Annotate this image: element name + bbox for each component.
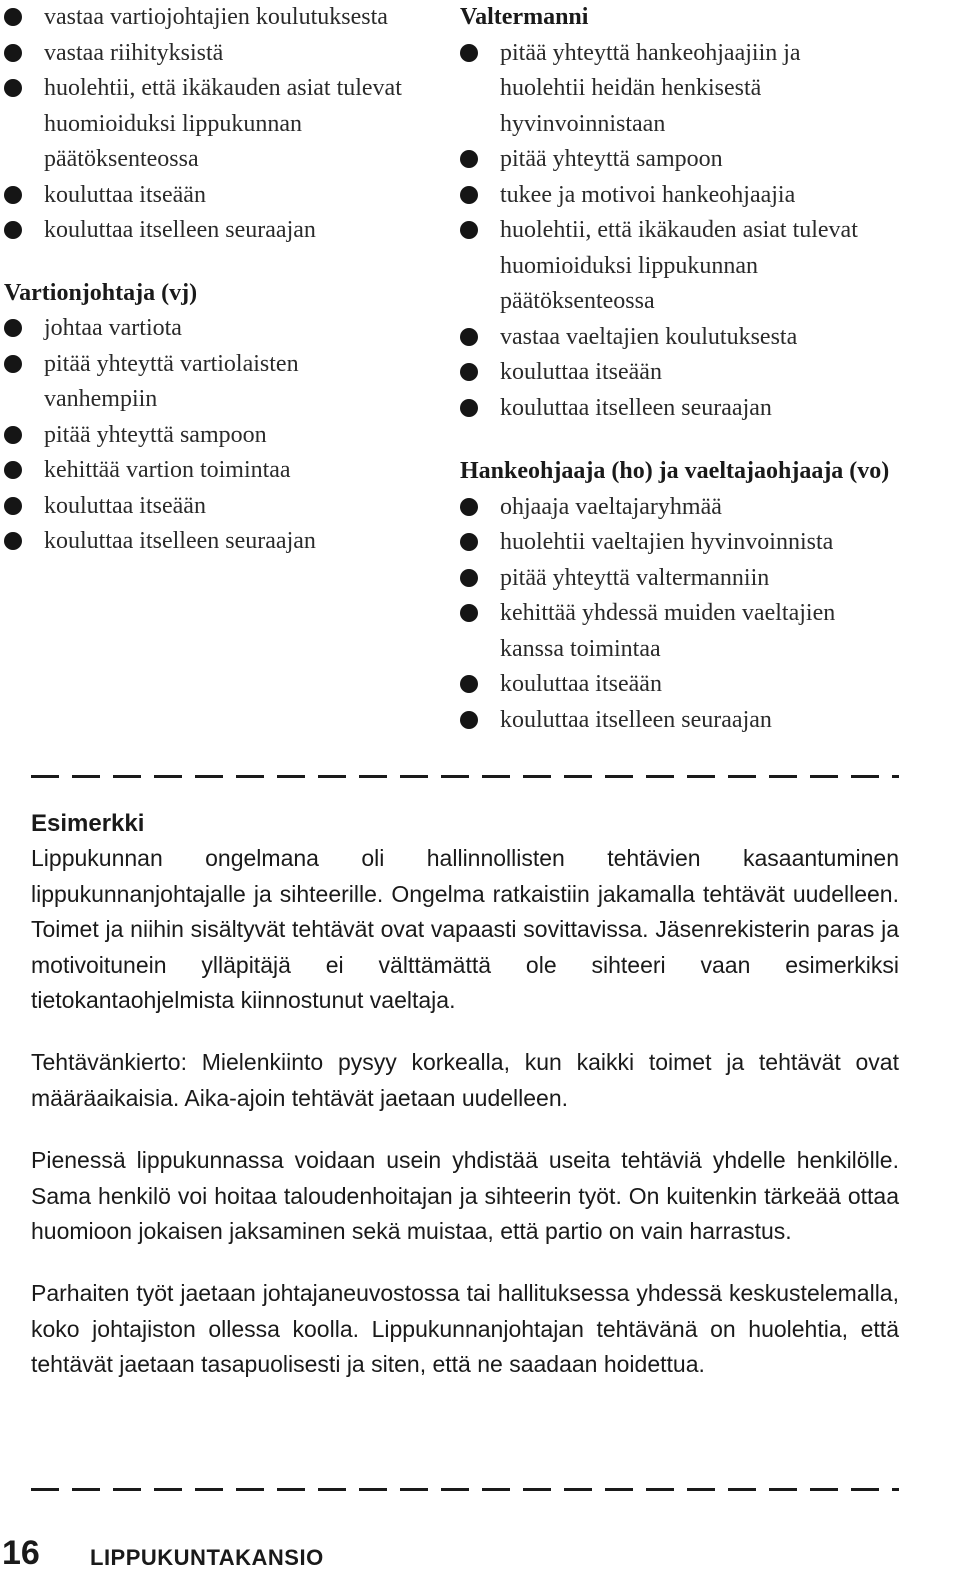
right-column xyxy=(460,0,955,738)
list-item: vastaa riihityksistä xyxy=(4,36,444,72)
bullet-icon xyxy=(460,498,478,516)
bullet-icon xyxy=(460,150,478,168)
left-intro-list xyxy=(4,0,444,249)
bullet-icon xyxy=(460,399,478,417)
list-item: johtaa vartiota xyxy=(4,311,444,347)
bullet-icon xyxy=(460,711,478,729)
list-item: pitää yhteyttä hankeohjaajiin ja huolehtii heidän henkisestä hyvinvoinnistaan xyxy=(460,36,955,143)
list-item: pitää yhteyttä sampoon xyxy=(460,142,955,178)
hankeohjaaja-list xyxy=(460,490,955,739)
example-box xyxy=(31,806,899,1383)
list-item: kouluttaa itseään xyxy=(460,355,955,391)
bullet-icon xyxy=(460,328,478,346)
list-item: kouluttaa itseään xyxy=(4,489,444,525)
list-item: vastaa vaeltajien koulutuksesta xyxy=(460,320,955,356)
valtermanni-list xyxy=(460,36,955,427)
dashed-divider xyxy=(31,775,899,778)
bullet-icon xyxy=(4,186,22,204)
bullet-icon xyxy=(4,461,22,479)
bullet-icon xyxy=(4,221,22,239)
list-item: pitää yhteyttä vartiolaisten vanhempiin xyxy=(4,347,444,418)
section-heading: Hankeohjaaja (ho) ja vaeltajaohjaaja (vo) xyxy=(460,458,890,484)
left-column xyxy=(4,0,444,560)
list-item: kehittää yhdessä muiden vaeltajien kanssa toimintaa xyxy=(460,596,955,667)
vartionjohtaja-list xyxy=(4,311,444,560)
list-item: kouluttaa itselleen seuraajan xyxy=(460,391,955,427)
bullet-icon xyxy=(4,79,22,97)
list-item: kouluttaa itselleen seuraajan xyxy=(4,213,444,249)
list-item: kouluttaa itselleen seuraajan xyxy=(4,524,444,560)
example-paragraph: Tehtävänkierto: Mielenkiinto pysyy korkealla, kun kaikki toimet ja tehtävät ovat määräaikaisia. Aika-ajoin tehtävät jaetaan uudelleen. xyxy=(31,1049,899,1111)
section-heading: Vartionjohtaja (vj) xyxy=(4,279,198,306)
section-heading: Valtermanni xyxy=(460,4,589,30)
bullet-icon xyxy=(460,186,478,204)
page-number: 16 xyxy=(2,1534,40,1572)
bullet-icon xyxy=(4,8,22,26)
example-paragraph: Lippukunnan ongelmana oli hallinnollisten tehtävien kasaantuminen lippukunnanjohtajalle ja sihteerille. Ongelma ratkaistiin jakamalla tehtävät uudelleen. Toimet ja niihin sisältyvät tehtävät ovat vapaasti sovittavissa. Jäsenrekisterin paras ja motivoitunein ylläpitäjä ei välttämättä ole sihteeri vaan esimerkiksi tietokantaohjelmista kiinnostunut vaeltaja. xyxy=(31,845,899,1014)
bullet-icon xyxy=(460,44,478,62)
list-item: pitää yhteyttä sampoon xyxy=(4,418,444,454)
list-item: ohjaaja vaeltajaryhmää xyxy=(460,490,955,526)
dashed-divider xyxy=(31,1488,899,1491)
list-item: kehittää vartion toimintaa xyxy=(4,453,444,489)
bullet-icon xyxy=(4,44,22,62)
running-title: LIPPUKUNTAKANSIO xyxy=(90,1545,324,1570)
bullet-icon xyxy=(460,363,478,381)
example-heading: Esimerkki xyxy=(31,810,145,837)
bullet-icon xyxy=(460,604,478,622)
list-item: kouluttaa itseään xyxy=(4,178,444,214)
bullet-icon xyxy=(4,426,22,444)
list-item: kouluttaa itseään xyxy=(460,667,955,703)
list-item: pitää yhteyttä valtermanniin xyxy=(460,561,955,597)
list-item: huolehtii, että ikäkauden asiat tulevat huomioiduksi lippukunnan päätöksenteossa xyxy=(460,213,955,320)
list-item: kouluttaa itselleen seuraajan xyxy=(460,703,955,739)
list-item: tukee ja motivoi hankeohjaajia xyxy=(460,178,955,214)
bullet-icon xyxy=(460,221,478,239)
example-paragraph: Parhaiten työt jaetaan johtajaneuvostossa tai hallituksessa yhdessä keskustelemalla, koko johtajiston ollessa koolla. Lippukunnanjohtajan tehtävänä on huolehtia, että tehtävät jaetaan tasapuolisesti ja siten, että ne saadaan hoidettua. xyxy=(31,1280,899,1378)
bullet-icon xyxy=(460,533,478,551)
page-footer xyxy=(0,1531,500,1576)
bullet-icon xyxy=(4,532,22,550)
bullet-icon xyxy=(4,497,22,515)
bullet-icon xyxy=(460,569,478,587)
list-item: huolehtii, että ikäkauden asiat tulevat huomioiduksi lippukunnan päätöksenteossa xyxy=(4,71,444,178)
list-item: huolehtii vaeltajien hyvinvoinnista xyxy=(460,525,955,561)
example-paragraph: Pienessä lippukunnassa voidaan usein yhdistää useita tehtäviä yhdelle henkilölle. Sama henkilö voi hoitaa taloudenhoitajan ja sihteerin työt. On kuitenkin tärkeää ottaa huomioon jokaisen jaksaminen sekä muistaa, että partio on vain harrastus. xyxy=(31,1147,899,1245)
bullet-icon xyxy=(4,319,22,337)
list-item: vastaa vartiojohtajien koulutuksesta xyxy=(4,0,444,36)
bullet-icon xyxy=(4,355,22,373)
bullet-icon xyxy=(460,675,478,693)
